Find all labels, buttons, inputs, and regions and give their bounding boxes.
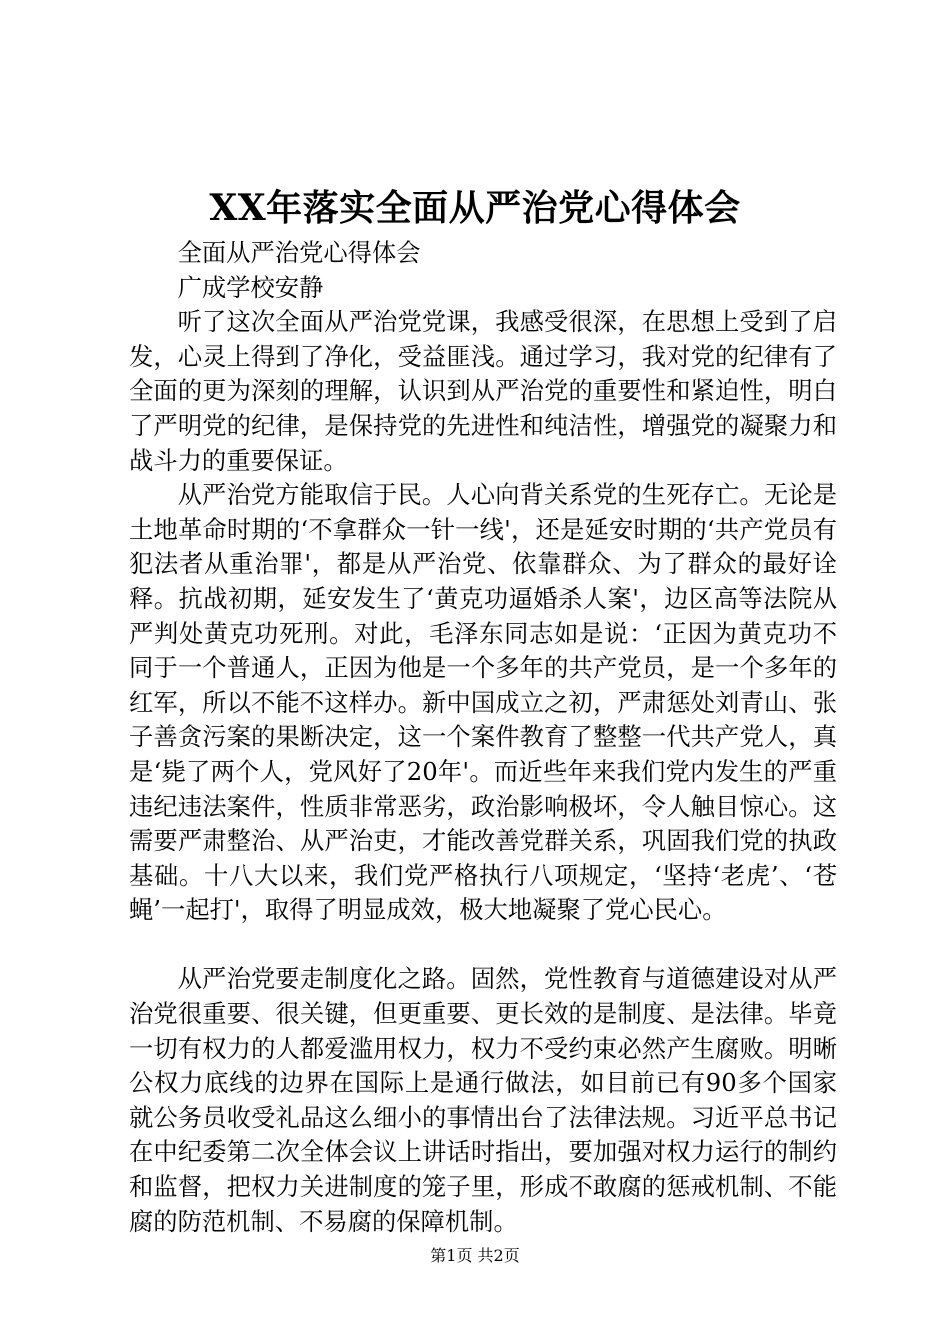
page-number-footer: 第1页 共2页 xyxy=(430,1246,520,1265)
subtitle-line: 全面从严治党心得体会 xyxy=(177,238,421,267)
paragraph-2: 从严治党方能取信于民。人心向背关系党的生死存亡。无论是土地革命时期的‘不拿群众一针一线'，还是延安时期的‘共产党员有犯法者从重治罪'，都是从严治党、依靠群众、为了群众的最好诠释。抗战初期，延安发生了‘黄克功逼婚杀人案'，边区高等法院从严判处黄克功死刑。对此，毛泽东同志如是说：‘正因为黄克功不同于一个普通人，正因为他是一个多年的共产党员，是一个多年的红军，所以不能不这样办。新中国成立之初，严肃惩处刘青山、张子善贪污案的果断决定，这一个案件教育了整整一代共产党人，真是‘毙了两个人，党风好了20年'。而近些年来我们党内发生的严重违纪违法案件，性质非常恶劣，政治影响极坏，令人触目惊心。这需要严肃整治、从严治吏，才能改善党群关系，巩固我们党的执政基础。十八大以来，我们党严格执行八项规定，‘坚持‘老虎’、‘苍蝇’一起打'，取得了明显成效，极大地凝聚了党心民心。 xyxy=(129,480,837,925)
paragraph-3: 从严治党要走制度化之路。固然，党性教育与道德建设对从严治党很重要、很关键，但更重要、更长效的是制度、是法律。毕竟一切有权力的人都爱滥用权力，权力不受约束必然产生腐败。明晰公权力底线的边界在国际上是通行做法，如目前已有90多个国家就公务员收受礼品这么细小的事情出台了法律法规。习近平总书记在中纪委第二次全体会议上讲话时指出，要加强对权力运行的制约和监督，把权力关进制度的笼子里，形成不敢腐的惩戒机制、不能腐的防范机制、不易腐的保障机制。 xyxy=(129,964,837,1236)
paragraph-1: 听了这次全面从严治党党课，我感受很深，在思想上受到了启发，心灵上得到了净化，受益匪浅。通过学习，我对党的纪律有了全面的更为深刻的理解，认识到从严治党的重要性和紧迫性，明白了严明党的纪律，是保持党的先进性和纯洁性，增强党的凝聚力和战斗力的重要保证。 xyxy=(129,307,837,475)
author-line: 广成学校安静 xyxy=(177,272,324,302)
document-body xyxy=(129,236,837,1239)
document-title: XX年落实全面从严治党心得体会 xyxy=(209,187,741,229)
